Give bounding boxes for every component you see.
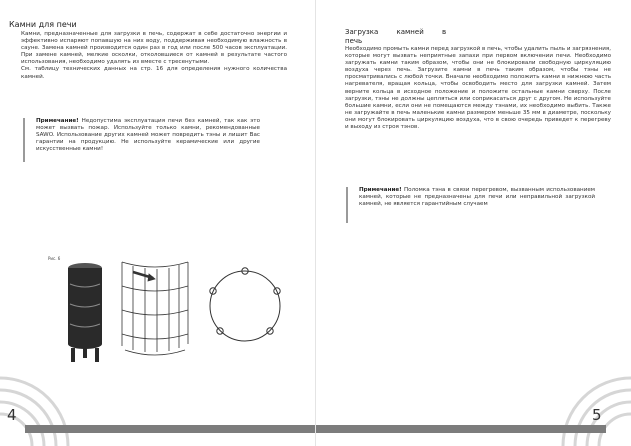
stones-body (21, 31, 287, 81)
right-page (316, 0, 631, 446)
heater-body-drawing (68, 263, 102, 362)
loading-heading: Загрузка камней в печь (345, 28, 447, 45)
loading-note (359, 187, 595, 208)
note-bar (23, 118, 25, 162)
decorative-arcs-right (551, 366, 631, 446)
note-text-right: Поломка тэна в связи перегревом, вызванным использованием камней, которые не предназначены для печи или неправильной загрузкой камней, не является гарантийным случаем (359, 187, 595, 208)
note-text: Недопустима эксплуатация печи без камней, так как это может вызвать пожар. Используйте только камни, рекомендованные SAWO. Использование других камней может повредить тэны и лишит Вас гарантии на продукцию. Не используйте керамические или другие искусственные камни! (36, 118, 260, 153)
stones-paragraph: Камни, предназначенные для загрузки в печь, содержат в себе достаточно энергии и эффективно испаряют попавшую на них воду, поддерживая необходимую влажность в сауне. Замена камней производится один раз в год или после 500 часов эксплуатации. При замене камней, мелкие осколки, отколовшиеся от камней в результате частого использования, необходимо удалять из вместе с тресенутыми. (21, 31, 287, 66)
stones-note (36, 118, 260, 153)
top-view-ring-drawing (210, 268, 280, 341)
bottom-bar-right (316, 425, 606, 433)
page-number-left: 4 (7, 406, 17, 424)
note-label-right: Примечание! (359, 187, 402, 193)
heater-figure (55, 248, 285, 368)
left-page (0, 0, 315, 446)
note-bar-right (346, 187, 348, 223)
figure-label: Рис. 6 (48, 256, 61, 261)
stones-paragraph-table-ref: См. таблицу технических данных на стр. 16 для определения нужного количества камней. (21, 66, 287, 80)
loading-body: Необходимо промыть камни перед загрузкой в печь, чтобы удалить пыль и загрязнения, которые могут вызвать неприятные запахи при первом включении печи. Необходимо загружать камни таким образом, чтобы они не блокировали свободную циркуляцию воздуха через печь. Загрузите камни в печь таким образом, чтобы тэны не просматривались с любой точки. Вначале необходимо положить камни в нижнюю часть нагревателя, вращая кольца, чтобы освободить место для загрузки камней. Затем верните кольца в исходное положение и положите остальные камни сверху. После загрузки, тэны не должны цепляться или соприкасаться друг с другом. Не используйте большие камни, если они не помещаются между тэнами, их необходимо выбить. Также не загружайте в печь маленькие камни размером меньше 35 мм в диаметре, поскольку они могут блокировать циркуляцию воздуха, что в свою очередь приведет к перегреву и выходу из строя тэнов. (345, 46, 612, 131)
note-label: Примечание! (36, 118, 79, 124)
rotating-rings-drawing (122, 262, 188, 355)
bottom-bar-left (25, 425, 315, 433)
stones-heading: Камни для печи (9, 20, 77, 29)
page-number-right: 5 (592, 406, 602, 424)
